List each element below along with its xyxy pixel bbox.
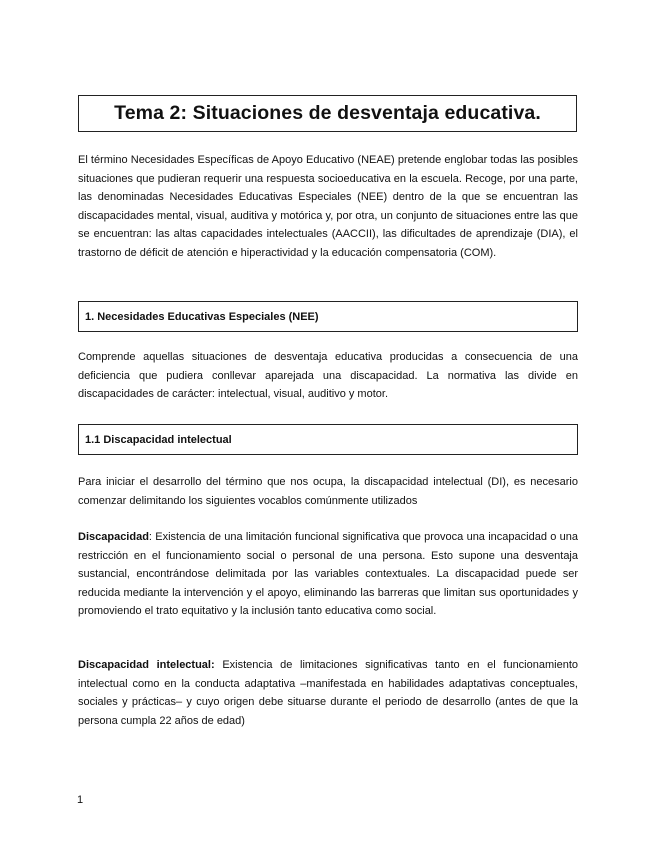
- intro-paragraph: El término Necesidades Específicas de Apoyo Educativo (NEAE) pretende englobar todas las posibles situaciones que pudieran requerir una respuesta socioeducativa en la escuela. Recoge, por una parte, las denominadas Necesidades Educativas Especiales (NEE) dentro de la que se encuentran las discapacidades mental, visual, auditiva y motórica y, por otra, un conjunto de situaciones entre las que se encuentran: las altas capacidades intelectuales (AACCII), las dificultades de aprendizaje (DIA), el trastorno de déficit de atención e hiperactividad y la educación compensatoria (COM).: [78, 154, 578, 259]
- section-nee-paragraph: Comprende aquellas situaciones de desventaja educativa producidas a consecuencia de una deficiencia que pudiera conllevar aparejada una discapacidad. La normativa las divide en discapacidades de carácter: intelectual, visual, auditivo y motor.: [78, 351, 578, 401]
- definition-term: Discapacidad intelectual:: [78, 659, 215, 671]
- definition-text: : Existencia de una limitación funcional significativa que provoca una incapacidad o una restricción en el funcionamiento social o personal de una persona. Esto supone una desventaja sustancial, encontrándose delimitada por las variables contextuales. La discapacidad puede ser reducida mediante la intervención y el apoyo, eliminando las barreras que limitan sus oportunidades y promoviendo el trato equitativo y la inclusión tanto educativa como social.: [78, 531, 578, 618]
- section-heading-discapacidad-intelectual: 1.1 Discapacidad intelectual: [78, 424, 578, 455]
- section-di-intro-paragraph: Para iniciar el desarrollo del término que nos ocupa, la discapacidad intelectual (DI), es necesario comenzar delimitando los siguientes vocablos comúnmente utilizados: [78, 476, 578, 507]
- definition-text: Existencia de limitaciones significativas tanto en el funcionamiento intelectual como en la conducta adaptativa –manifestada en habilidades adaptativas conceptuales, sociales y prácticas– y cuyo origen debe situarse durante el periodo de desarrollo (antes de que la persona cumpla 22 años de edad): [78, 659, 578, 727]
- page-number: 1: [77, 794, 84, 806]
- definition-discapacidad: [78, 528, 578, 621]
- section-heading-nee: 1. Necesidades Educativas Especiales (NEE): [78, 301, 578, 332]
- page-title: Tema 2: Situaciones de desventaja educativa.: [114, 102, 541, 124]
- title-box: [78, 95, 577, 132]
- definition-discapacidad-intelectual: [78, 656, 578, 730]
- definition-term: Discapacidad: [78, 531, 149, 543]
